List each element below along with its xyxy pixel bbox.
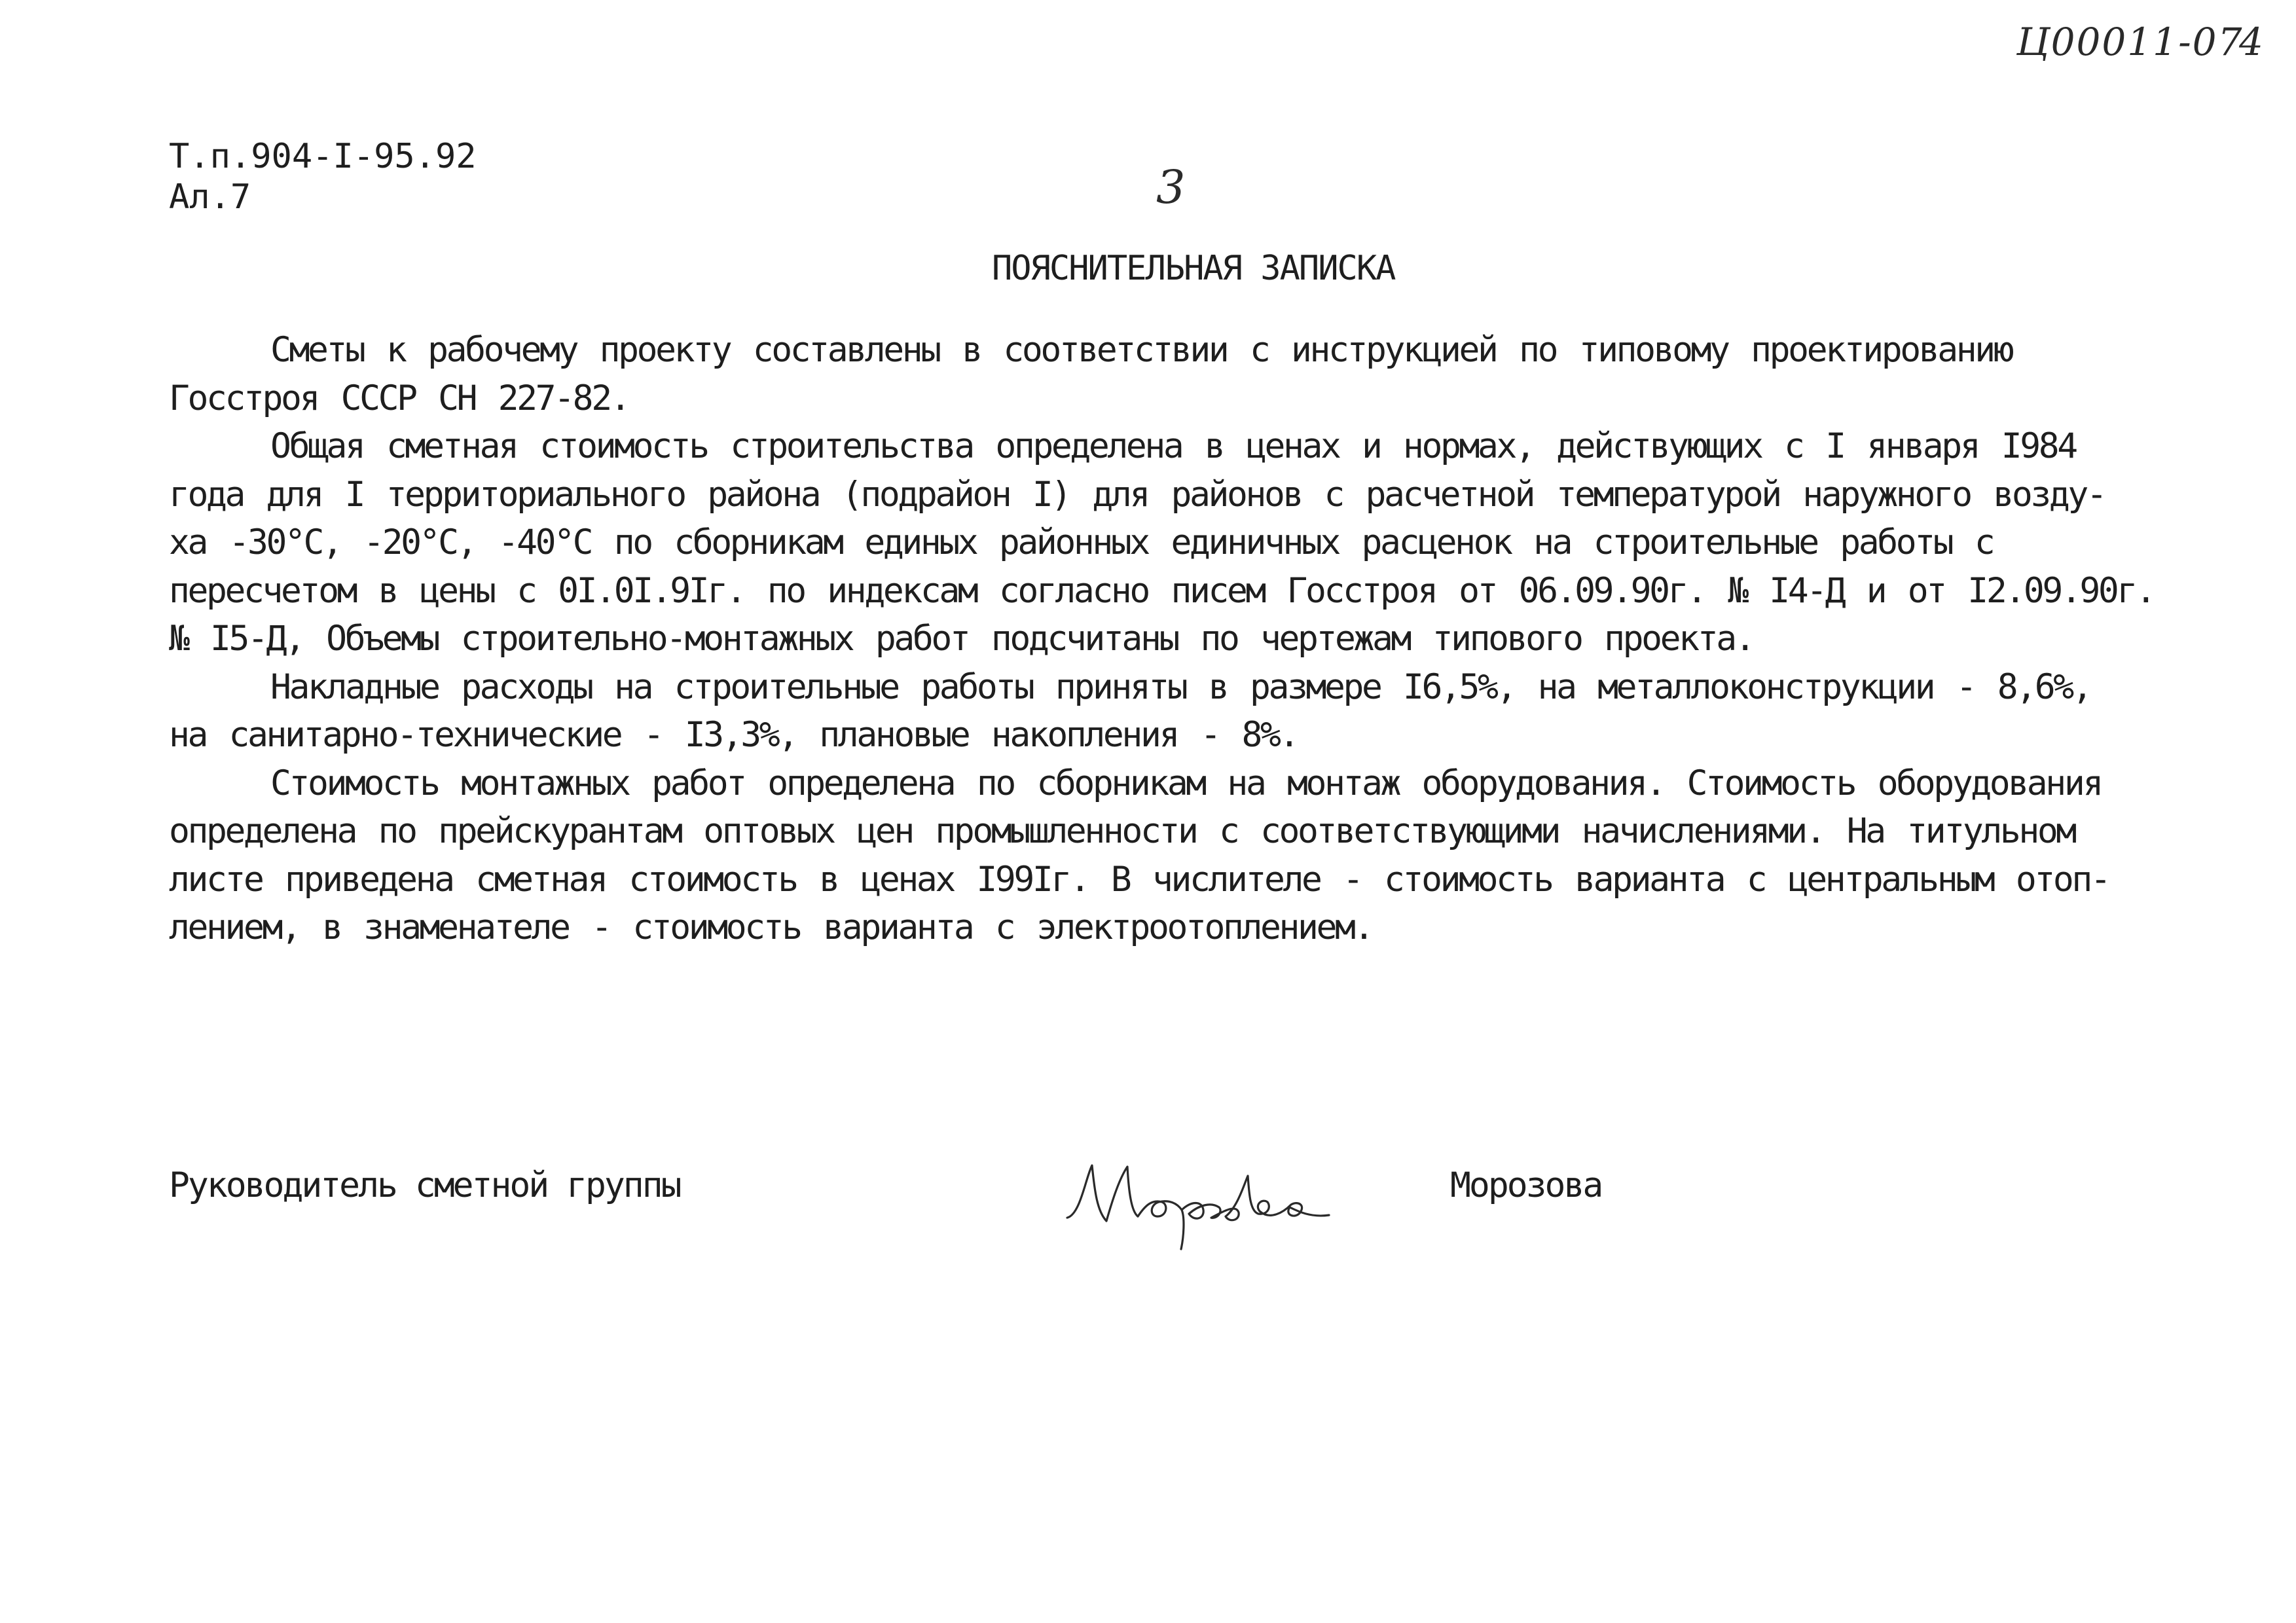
signer-name: Морозова [1450,1165,1602,1205]
body-line: года для I территориального района (подрайон I) для районов с расчетной температурой наружного возду- [169,474,2105,515]
body-line: № I5-Д, Объемы строительно-монтажных работ подсчитаны по чертежам типового проекта. [169,619,1754,659]
body-line: Госстроя СССР СН 227-82. [169,378,629,418]
body-line: на санитарно-технические - I3,3%, плановые накопления - 8%. [169,715,1298,755]
sheet-number: 4 [2239,20,2263,64]
body-line: лением, в знаменателе - стоимость варианта с электроотоплением. [169,907,1373,947]
project-code: Т.п.904-I-95.92 [169,137,477,176]
body-line: Накладные расходы на строительные работы приняты в размере I6,5%, на металлоконструкции - 8,6%, [270,666,2091,707]
document-title: ПОЯСНИТЕЛЬНАЯ ЗАПИСКА [992,249,1395,288]
body-line: ха -30°С, -20°С, -40°С по сборникам единых районных единичных расценок на строительные работы с [169,522,1994,562]
handwritten-signature [1054,1139,1355,1257]
page-number-handwritten: 3 [1156,160,1186,214]
body-line: листе приведена сметная стоимость в ценах I99Iг. В числителе - стоимость варианта с центральным отоп- [169,859,2109,900]
body-line: определена по прейскурантам оптовых цен промышленности с соответствующими начислениями. На титульном [169,811,2075,851]
body-line: Сметы к рабочему проекту составлены в соответствии с инструкцией по типовому проектированию [270,330,2013,370]
body-line: Стоимость монтажных работ определена по сборникам на монтаж оборудования. Стоимость оборудования [270,763,2102,803]
signer-role: Руководитель сметной группы [169,1165,680,1205]
body-line: пересчетом в цены с 0I.0I.9Iг. по индексам согласно писем Госстроя от 06.09.90г. № I4-Д и от I2.09.90г. [169,570,2155,611]
explanatory-note-body [169,326,2246,952]
document-code-handwritten: Ц00011-07 [2016,20,2244,64]
album-label: Ал.7 [169,177,251,217]
body-line: Общая сметная стоимость строительства определена в ценах и нормах, действующих с I января I984 [270,426,2076,466]
